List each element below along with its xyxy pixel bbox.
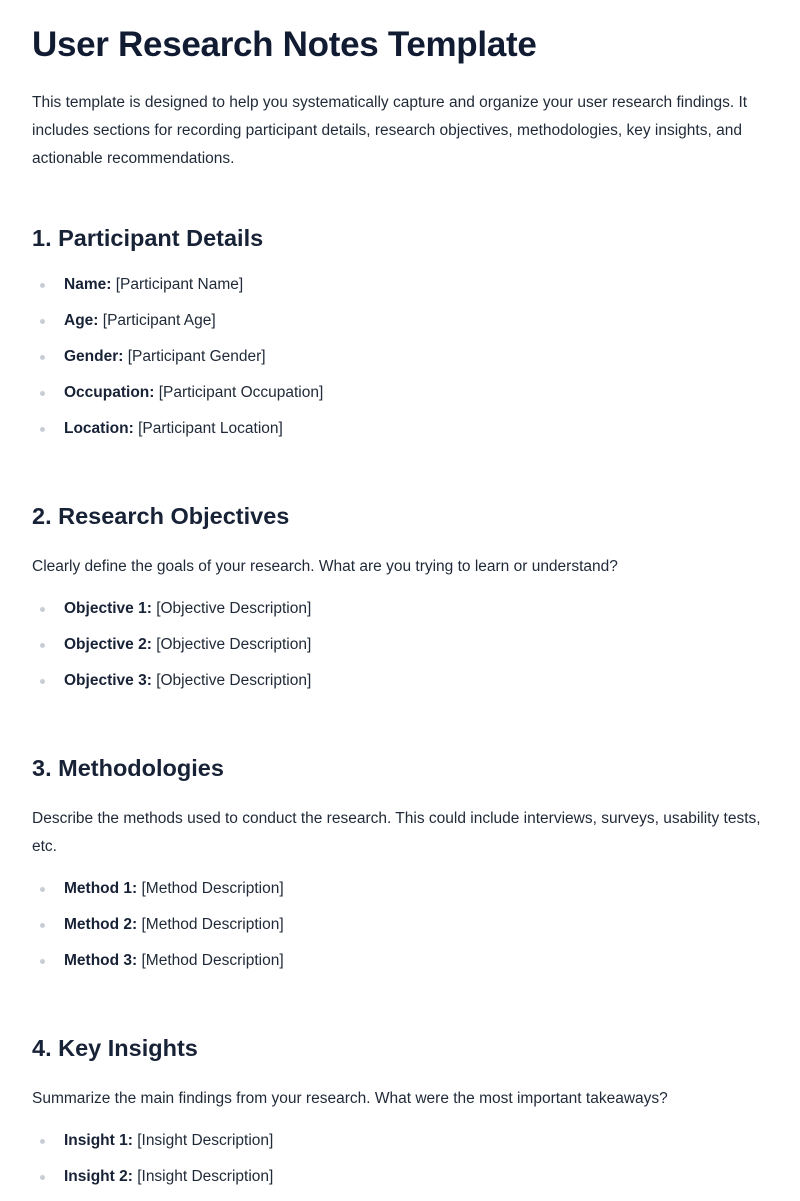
section-key-insights — [32, 1033, 768, 1201]
section-description: Clearly define the goals of your research. What are you trying to learn or understand? — [32, 558, 618, 575]
list-item — [32, 949, 768, 985]
bullet-icon — [40, 283, 45, 288]
section-heading: 3. Methodologies — [32, 755, 224, 781]
item-value: [Method Description] — [141, 916, 284, 933]
item-key: Occupation: — [64, 384, 155, 401]
page-title: User Research Notes Template — [32, 25, 537, 64]
item-value: [Participant Occupation] — [158, 384, 324, 401]
section-description: Summarize the main findings from your research. What were the most important takeaways? — [32, 1090, 668, 1107]
item-value: [Participant Gender] — [127, 348, 266, 365]
item-value: [Insight Description] — [137, 1168, 274, 1185]
item-key: Insight 2: — [64, 1168, 133, 1185]
list-item — [32, 273, 768, 309]
item-value: [Participant Name] — [115, 276, 244, 293]
item-key: Age: — [64, 312, 99, 329]
list-item — [32, 381, 768, 417]
list-item — [32, 597, 768, 633]
item-value: [Method Description] — [141, 880, 284, 897]
list-item — [32, 669, 768, 705]
item-key: Insight 1: — [64, 1132, 133, 1149]
item-key: Objective 3: — [64, 672, 152, 689]
list-item — [32, 913, 768, 949]
list-item — [32, 877, 768, 913]
item-value: [Objective Description] — [156, 636, 312, 653]
item-value: [Method Description] — [141, 952, 284, 969]
bullet-icon — [40, 427, 45, 432]
bullet-icon — [40, 1139, 45, 1144]
list-item — [32, 1165, 768, 1201]
item-value: [Objective Description] — [156, 672, 312, 689]
bullet-icon — [40, 959, 45, 964]
methods-list — [32, 877, 768, 985]
bullet-icon — [40, 887, 45, 892]
bullet-icon — [40, 355, 45, 360]
item-key: Method 3: — [64, 952, 138, 969]
bullet-icon — [40, 679, 45, 684]
intro-paragraph: This template is designed to help you systematically capture and organize your user research findings. It includes sections for recording participant details, research objectives, methodologies, key insights, and actionable recommendations. — [32, 94, 748, 167]
section-participant-details — [32, 223, 768, 453]
item-key: Method 2: — [64, 916, 138, 933]
list-item — [32, 309, 768, 345]
item-key: Method 1: — [64, 880, 138, 897]
item-key: Objective 1: — [64, 600, 152, 617]
section-heading: 4. Key Insights — [32, 1035, 198, 1061]
section-heading: 2. Research Objectives — [32, 503, 290, 529]
insights-list — [32, 1129, 768, 1201]
objectives-list — [32, 597, 768, 705]
bullet-icon — [40, 643, 45, 648]
item-key: Objective 2: — [64, 636, 152, 653]
section-methodologies — [32, 753, 768, 985]
bullet-icon — [40, 607, 45, 612]
item-value: [Participant Location] — [138, 420, 283, 437]
list-item — [32, 345, 768, 381]
item-value: [Participant Age] — [102, 312, 216, 329]
bullet-icon — [40, 923, 45, 928]
item-key: Gender: — [64, 348, 124, 365]
item-key: Location: — [64, 420, 134, 437]
bullet-icon — [40, 319, 45, 324]
item-value: [Insight Description] — [137, 1132, 274, 1149]
list-item — [32, 633, 768, 669]
list-item — [32, 1129, 768, 1165]
section-description: Describe the methods used to conduct the research. This could include interviews, surveys, usability tests, etc. — [32, 810, 761, 855]
bullet-icon — [40, 391, 45, 396]
section-heading: 1. Participant Details — [32, 225, 264, 251]
bullet-icon — [40, 1175, 45, 1180]
item-value: [Objective Description] — [156, 600, 312, 617]
section-research-objectives — [32, 501, 768, 705]
participant-details-list — [32, 273, 768, 453]
item-key: Name: — [64, 276, 112, 293]
list-item — [32, 417, 768, 453]
